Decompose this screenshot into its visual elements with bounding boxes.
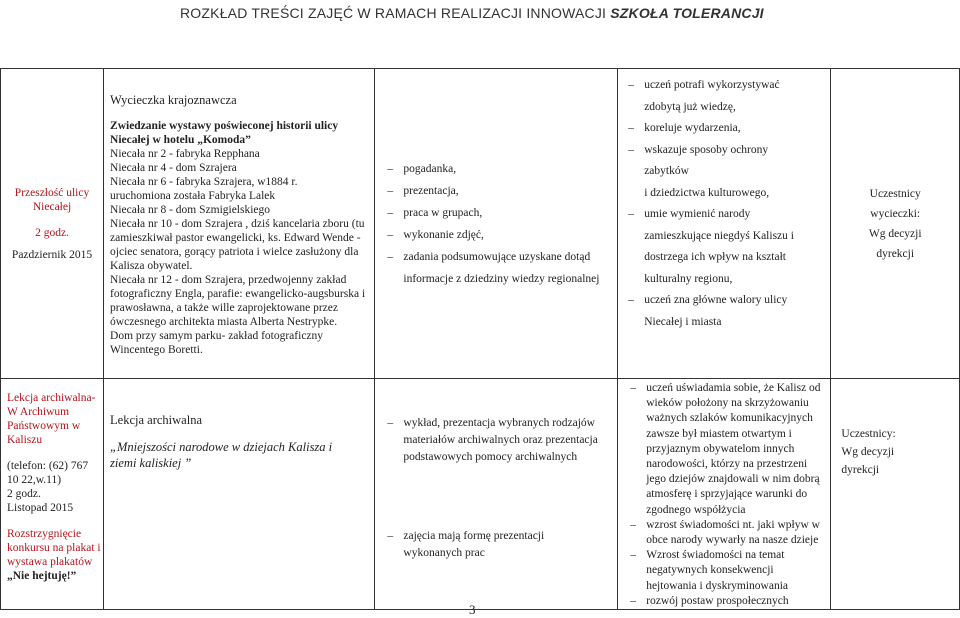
row1-outcome-2: – koreluje wydarzenia, [628,118,828,140]
row2-contest: Rozstrzygnięcie konkursu na plakat i wystawa plakatów [7,528,101,568]
page-header [0,0,960,28]
row1-heading: Wycieczka krajoznawcza [110,93,237,107]
header-title [180,5,764,21]
row1-content-cell [104,69,375,379]
row1-outcome-4: zabytków [644,165,689,177]
row1-participants-3: dyrekcji [876,247,915,260]
row2-topic-title: Lekcja archiwalna- W Archiwum Państwowym w Kaliszu [7,392,96,446]
row2-month: Listopad 2015 [7,502,74,514]
row1-topic-cell [1,69,104,379]
row1-method-tail: informacje z dziedziny wiedzy regionalnej [403,272,600,285]
row1-month: Pazdziernik 2015 [11,248,93,261]
table-row [1,379,960,610]
row2-slogan: „Nie hejtuję!” [7,570,77,582]
row1-outcome-5: i dziedzictwa kulturowego, [644,186,770,199]
row2-content-cell [104,379,375,610]
row1-participants-cell [831,69,960,379]
row1-outcome-11: Niecałej i miasta [644,315,722,328]
row1-outcome-0: – uczeń potrafi wykorzystywać [628,75,828,97]
row2-outcome-1: – wzrost świadomości nt. jaki wpływ w obce narody wywarły na nasze dzieje [630,518,822,548]
row2-outcome-0: – uczeń uświadamia sobie, że Kalisz od wieków położony na skrzyżowaniu ważnych szlaków komunikacyjnych zawsze był miastem otwartym i przyjaznym obywatelom innych narodowości, którzy na przestrzeni jego dziejów znajdowali w nim dobrą atmosferę i sprzyjające warunki do zgodnego współżycia [630,381,822,518]
row1-outcome-7: zamieszkujące niegdyś Kaliszu i [644,229,794,242]
row1-line-7: Niecała nr 12 - dom Szrajera, przedwojenny zakład fotograficzny Engla, parafie: ewangelicko-augsburska i prawosławna, a także wille zaprojektowane przez ówczesnego architekta miasta Alberta Nestrypke. [110,274,366,328]
row1-participants-1: wycieczki: [870,207,921,220]
row2-phone: (telefon: (62) 767 10 22,w.11) [7,460,89,486]
header-innovation-title: SZKOŁA TOLERANCJI [610,5,764,21]
row1-line-8: Dom przy samym parku- zakład fotograficzny Wincentego Boretti. [110,330,324,356]
row1-outcome-1: zdobytą już wiedzę, [644,100,736,113]
row1-line-5: Niecała nr 8 - dom Szmigielskiego [110,204,271,216]
row2-method-1: – zajęcia mają formę prezentacji wykonanych prac [387,528,615,562]
schedule-table [0,68,960,610]
row1-participants-2: Wg decyzji [868,227,922,240]
row1-method-0: – pogadanka, [387,158,615,180]
row1-participants-0: Uczestnicy [869,187,921,200]
row2-participants-1: Wg decyzji [841,446,895,458]
row2-hours: 2 godz. [7,488,41,500]
row1-line-4: uruchomiona została Fabryka Lalek [110,190,276,202]
row2-outcomes-cell [618,379,831,610]
row1-method-2: – praca w grupach, [387,202,615,224]
row1-outcome-6: – umie wymienić narody [628,204,828,226]
row1-method-1: – prezentacja, [387,180,615,202]
row1-line-1: Niecała nr 2 - fabryka Repphana [110,148,260,160]
row1-outcome-3: – wskazuje sposoby ochrony [628,140,828,162]
table-row [1,69,960,379]
row2-methods-cell [375,379,618,610]
row2-outcome-2: – Wzrost świadomości na temat negatywnych konsekwencji hejtowania i dyskryminowania [630,548,822,594]
row1-outcomes-cell [618,69,831,379]
row2-participants-0: Uczestnicy: [841,428,896,440]
row1-topic-title: Przeszłość ulicy Niecałej [14,186,90,213]
row1-outcome-9: kulturalny regionu, [644,272,733,285]
row2-participants-cell [831,379,960,610]
row1-methods-cell [375,69,618,379]
row1-method-4: – zadania podsumowujące uzyskane dotąd [387,246,615,268]
row2-outcome-3: – rozwój postaw prospołecznych [630,594,822,609]
row2-topic-cell [1,379,104,610]
row1-line-2: Niecała nr 4 - dom Szrajera [110,162,237,174]
row2-participants-2: dyrekcji [841,464,880,476]
row1-line-0: Zwiedzanie wystawy poświeconej historii ulicy Niecałej w hotelu „Komoda” [110,120,339,146]
row1-method-3: – wykonanie zdjęć, [387,224,615,246]
row2-method-0: – wykład, prezentacja wybranych rodzajów materiałów archiwalnych oraz prezentacja podstawowych pomocy archiwalnych [387,415,615,466]
row1-outcome-8: dostrzega ich wpływ na kształt [644,251,786,263]
row2-heading: Lekcja archiwalna [110,413,202,427]
row1-line-6: Niecała nr 10 - dom Szrajera , dziś kancelaria zboru (tu zamieszkiwał pastor ewangelicki, ks. Edward Wende - ojciec senatora, gorący patriota i wielce zasłużony dla Kalisza obywatel. [110,218,365,272]
row1-line-3: Niecała nr 6 - fabryka Szrajera, w1884 r. [110,176,298,188]
row1-hours: 2 godz. [35,226,69,239]
page-number: 3 [469,602,476,617]
row1-outcome-10: – uczeń zna główne walory ulicy [628,290,828,312]
header-prefix: ROZKŁAD TREŚCI ZAJĘĆ W RAMACH REALIZACJI INNOWACJI [180,5,607,21]
row2-subtitle: „Mniejszości narodowe w dziejach Kalisza i ziemi kaliskiej ” [110,440,333,470]
